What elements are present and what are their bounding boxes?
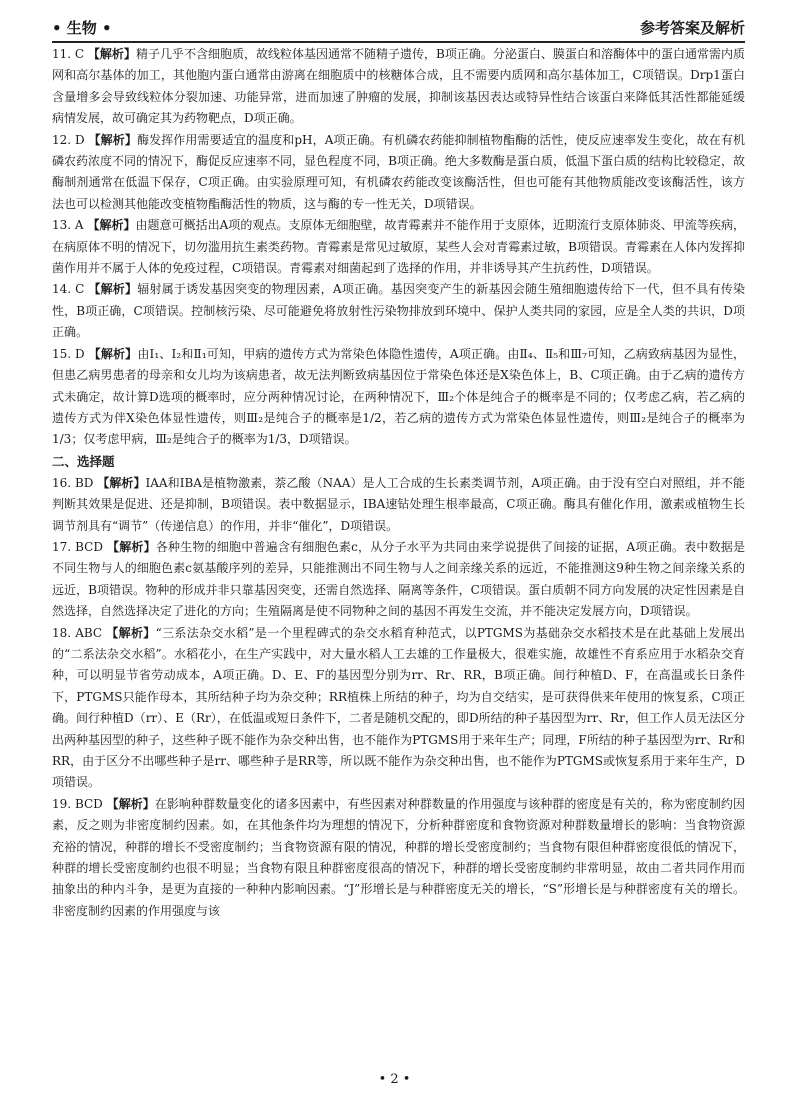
- answer-content: [52, 44, 745, 1059]
- answer-item: 17. BCD 【解析】各种生物的细胞中普遍含有细胞色素c，从分子水平为共同由来学说提供了间接的证据，A项正确。表中数据是不同生物与人的细胞色素c氨基酸序列的差异，只能推测出不同生物与人之间亲缘关系的远近，不能推测这9种生物之间亲缘关系的远近，B项错误。物种的形成并非只靠基因突变，还需自然选择、隔离等条件，C项错误。蛋白质朝不同方向发展的决定性因素是自然选择，自然选择决定了进化的方向；生殖隔离是使不同物种之间的基因不再发生交流，并不能决定发展方向，D项错误。: [52, 539, 745, 619]
- answer-item: 12. D 【解析】酶发挥作用需要适宜的温度和pH，A项正确。有机磷农药能抑制植物酯酶的活性，使反应速率发生变化，故在有机磷农药浓度不同的情况下，酶促反应速率不同，显色程度不同，B项正确。绝大多数酶是蛋白质，低温下蛋白质的结构比较稳定，故酶制剂通常在低温下保存，C项正确。由实验原理可知，有机磷农药能改变该酶活性，但也可能有其他物质能改变该酶活性，该方法也可以检测其他能改变植物酯酶活性的物质，这与酶的专一性无关，D项错误。: [52, 132, 745, 211]
- answer-item: 16. BD 【解析】IAA和IBA是植物激素，萘乙酸（NAA）是人工合成的生长素类调节剂，A项正确。由于没有空白对照组，并不能判断其效果是促进、还是抑制，B项错误。表中数据显示，IBA速钻处理生根率最高，C项正确。酶具有催化作用，激素或植物生长调节剂具有“调节”（传递信息）的作用，并非“催化”，D项错误。: [52, 475, 745, 533]
- answer-item: 13. A 【解析】由题意可概括出A项的观点。支原体无细胞壁，故青霉素并不能作用于支原体，近期流行支原体肺炎、甲流等疾病，在病原体不明的情况下，切勿滥用抗生素类药物。青霉素是常见过敏原，某些人会对青霉素过敏，B项错误。青霉素在人体内发挥抑菌作用并不属于人体的免疫过程，C项错误。青霉素对细菌起到了选择的作用，并非诱导其产生抗药性，D项错误。: [52, 218, 745, 276]
- answer-item: 14. C 【解析】辐射属于诱发基因突变的物理因素，A项正确。基因突变产生的新基因会随生殖细胞遗传给下一代，但不具有传染性，B项正确，C项错误。控制核污染、尽可能避免将放射性污染物排放到环境中、保护人类共同的家园，应是全人类的共识，D项正确。: [52, 282, 745, 340]
- header-title: 参考答案及解析: [639, 19, 745, 37]
- answer-item: 18. ABC 【解析】“三系法杂交水稻”是一个里程碑式的杂交水稻育种范式，以PTGMS为基础杂交水稻技术是在此基础上发展出的“二系法杂交水稻”。水稻花小，在生产实践中，对大量水稻人工去雄的工作量极大，很难实施，故雄性不育系应用于水稻杂交育种，可以明显节省劳动成本，A项正确。D、E、F的基因型分别为rr、Rr、RR，B项正确。间行种植D、F，在高温或长日条件下，PTGMS只能作母本，其所结种子均为杂交种；RR植株上所结的种子，均为自交结实，是可获得供来年使用的恢复系，C项正确。间行种植D（rr）、E（Rr），在低温或短日条件下，二者是随机交配的，即D所结的种子基因型为rr、Rr，但工作人员无法区分出两种基因型的种子，这些种子既不能作为杂交种出售，也不能作为PTGMS用于来年生产；同理，F所结的种子基因型为rr、Rr和RR，由于区分不出哪些种子是rr、哪些种子是RR等，所以既不能作为杂交种出售，也不能作为PTGMS或恢复系用于来年生产，D项错误。: [52, 625, 745, 790]
- answer-item: 19. BCD 【解析】在影响种群数量变化的诸多因素中，有些因素对种群数量的作用强度与该种群的密度是有关的，称为密度制约因素，反之则为非密度制约因素。如，在其他条件均为理想的情况下，分析种群密度和食物资源对种群数量增长的影响：当食物资源充裕的情况，种群的增长不受密度制约；当食物资源有限的情况，种群的增长受密度制约；当食物有限但种群密度很低的情况下，种群的增长受密度制约也很不明显；当食物有限且种群密度很高的情况下，种群的增长受密度制约非常明显，故由二者共同作用而抽象出的种内斗争，是更为直接的一种种内影响因素。“J”形增长是与种群密度无关的增长，“S”形增长是与种群密度有关的增长。非密度制约因素的作用强度与该: [52, 796, 745, 918]
- section-title: 二、选择题: [52, 453, 115, 469]
- answer-item: 11. C 【解析】精子几乎不含细胞质，故线粒体基因通常不随精子遗传，B项正确。分泌蛋白、膜蛋白和溶酶体中的蛋白通常需内质网和高尔基体的加工，其他胞内蛋白通常由游离在细胞质中的核糖体合成，且不需要内质网和高尔基体加工，C项错误。Drp1蛋白含量增多会导致线粒体分裂加速、功能异常，进而加速了肿瘤的发展，抑制该基因表达或特异性结合该蛋白来降低其活性都能延缓病情发展，故可确定其为药物靶点，D项正确。: [52, 47, 745, 126]
- page-header: [52, 14, 745, 43]
- page-number: • 2 •: [378, 1072, 411, 1087]
- answer-item: 15. D 【解析】由Ⅰ₁、Ⅰ₂和Ⅱ₁可知，甲病的遗传方式为常染色体隐性遗传，A项正确。由Ⅱ₄、Ⅱ₅和Ⅲ₇可知，乙病致病基因为显性，但患乙病男患者的母亲和女儿均为该病患者，故无法判断致病基因位于常染色体还是X染色体上，B、C项正确。由于乙病的遗传方式未确定，故计算D选项的概率时，应分两种情况讨论，在两种情况下，Ⅲ₂个体是纯合子的概率是不同的；仅考虑乙病，若乙病的遗传方式为伴X染色体显性遗传，则Ⅲ₂是纯合子的概率是1/2，若乙病的遗传方式为常染色体显性遗传，则Ⅲ₂是纯合子的概率为1/3；仅考虑甲病，Ⅲ₂是纯合子的概率为1/3，D项错误。: [52, 346, 745, 447]
- header-subject: • 生物 •: [52, 19, 112, 37]
